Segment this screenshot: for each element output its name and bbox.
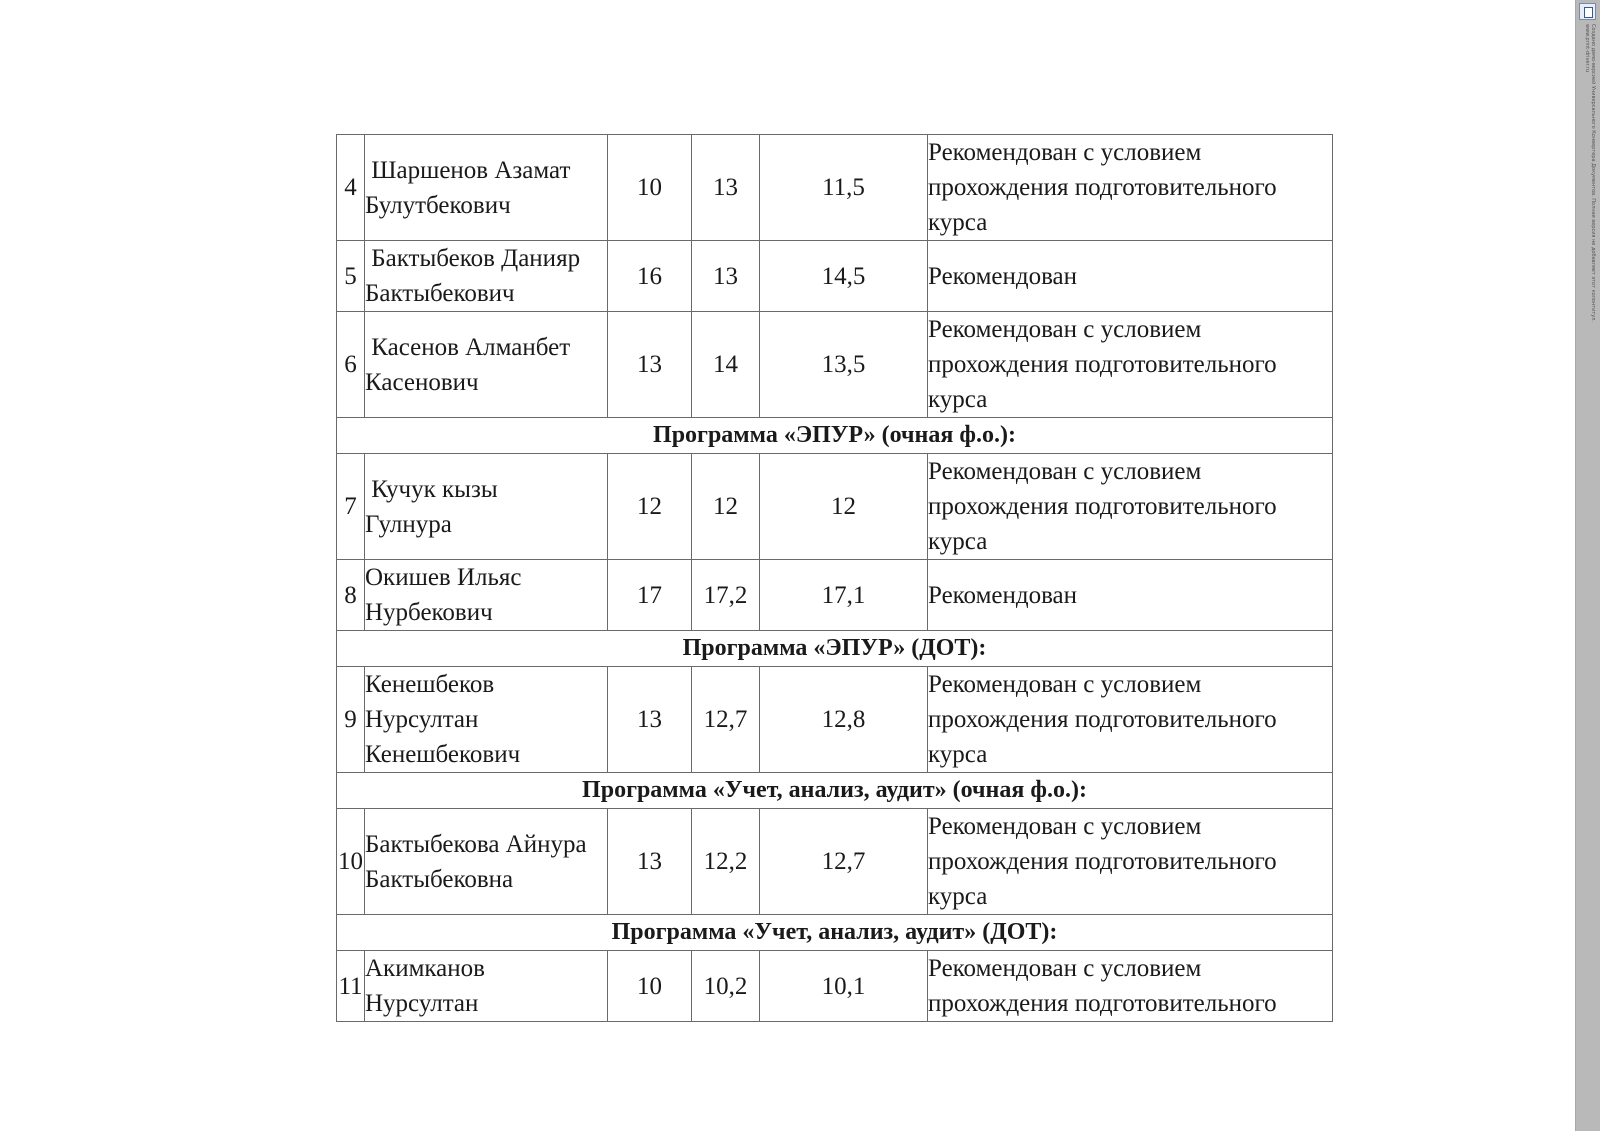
student-name [365,667,608,773]
student-name [365,135,608,241]
student-row [337,135,1333,241]
decision-line: Рекомендован с условием [928,955,1202,982]
decision-line: курса [928,209,988,236]
score-2: 10,2 [692,951,760,1022]
student-name-line: Бактыбекова Айнура [365,830,587,858]
converter-sidebar [1575,0,1600,1131]
decision [928,135,1333,241]
student-name [365,241,608,312]
program-header-row [337,631,1333,667]
decision-line: прохождения подготовительного [928,848,1277,875]
score-1: 13 [608,809,692,915]
student-row [337,809,1333,915]
student-name-line: Окишев Ильяс [365,564,522,591]
student-name-line: Кенешбекович [365,741,521,768]
score-2: 14 [692,312,760,418]
average-score: 12 [760,454,928,560]
student-name-line: Касенов Алманбет [365,333,571,361]
student-name-line: Шаршенов Азамат [365,156,571,184]
decision-line: курса [928,386,988,413]
score-1: 12 [608,454,692,560]
student-row [337,560,1333,631]
program-header: Программа «Учет, анализ, аудит» (ДОТ): [337,915,1333,951]
student-name-line: Нурбекович [365,599,493,626]
decision-line: прохождения подготовительного [928,990,1277,1017]
score-1: 17 [608,560,692,631]
decision-line: Рекомендован с условием [928,139,1202,166]
decision-line: курса [928,883,988,910]
decision-line: прохождения подготовительного [928,706,1277,733]
student-name-line: Акимканов [365,955,485,982]
program-header: Программа «Учет, анализ, аудит» (очная ф.о.): [337,773,1333,809]
row-number: 5 [337,241,365,312]
row-number: 6 [337,312,365,418]
decision-line: прохождения подготовительного [928,493,1277,520]
program-header-row [337,915,1333,951]
program-header: Программа «ЭПУР» (ДОТ): [337,631,1333,667]
decision [928,951,1333,1022]
row-number: 9 [337,667,365,773]
student-name-line: Булутбекович [365,191,511,219]
decision-line: Рекомендован с условием [928,671,1202,698]
average-score: 14,5 [760,241,928,312]
student-row [337,667,1333,773]
decision [928,809,1333,915]
decision [928,667,1333,773]
student-name-line: Бактыбековна [365,865,514,893]
student-name [365,809,608,915]
score-1: 13 [608,312,692,418]
decision [928,241,1333,312]
student-name [365,454,608,560]
program-header-row [337,773,1333,809]
student-name-line: Касенович [365,368,479,396]
score-2: 13 [692,135,760,241]
decision-line: Рекомендован с условием [928,316,1202,343]
score-1: 10 [608,951,692,1022]
decision-line: Рекомендован [928,262,1078,290]
decision-line: курса [928,741,988,768]
student-row [337,454,1333,560]
student-name-line: Гулнура [365,510,452,538]
student-name [365,560,608,631]
row-number: 11 [337,951,365,1022]
student-name-line: Бактыбекович [365,280,515,307]
score-2: 12,2 [692,809,760,915]
decision-line: Рекомендован с условием [928,813,1202,840]
average-score: 13,5 [760,312,928,418]
document-logo-icon[interactable] [1579,3,1596,20]
student-name-line: Нурсултан [365,990,479,1017]
score-2: 17,2 [692,560,760,631]
row-number: 8 [337,560,365,631]
student-name [365,951,608,1022]
student-row [337,241,1333,312]
watermark-note: Создано демо-версией Универсального Конвертера Документов. Полная версия не добавляет этот колонтитул. www.print-driver.ru [1584,24,1596,323]
average-score: 12,8 [760,667,928,773]
program-header-row [337,418,1333,454]
decision-line: прохождения подготовительного [928,174,1277,201]
decision [928,560,1333,631]
score-1: 16 [608,241,692,312]
average-score: 10,1 [760,951,928,1022]
score-2: 13 [692,241,760,312]
student-name-line: Нурсултан [365,706,479,733]
score-2: 12 [692,454,760,560]
student-name-line: Бактыбеков Данияр [365,245,581,272]
student-name-line: Кучук кызы [365,475,498,503]
average-score: 12,7 [760,809,928,915]
row-number: 4 [337,135,365,241]
average-score: 17,1 [760,560,928,631]
student-name-line: Кенешбеков [365,671,495,698]
row-number: 10 [337,809,365,915]
decision-line: Рекомендован [928,581,1078,609]
results-table-body [337,135,1333,1022]
score-1: 13 [608,667,692,773]
decision-line: Рекомендован с условием [928,458,1202,485]
average-score: 11,5 [760,135,928,241]
program-header: Программа «ЭПУР» (очная ф.о.): [337,418,1333,454]
score-1: 10 [608,135,692,241]
decision-line: курса [928,528,988,555]
results-table [336,134,1333,1022]
decision-line: прохождения подготовительного [928,351,1277,378]
score-2: 12,7 [692,667,760,773]
decision [928,312,1333,418]
student-row [337,951,1333,1022]
student-name [365,312,608,418]
row-number: 7 [337,454,365,560]
student-row [337,312,1333,418]
decision [928,454,1333,560]
